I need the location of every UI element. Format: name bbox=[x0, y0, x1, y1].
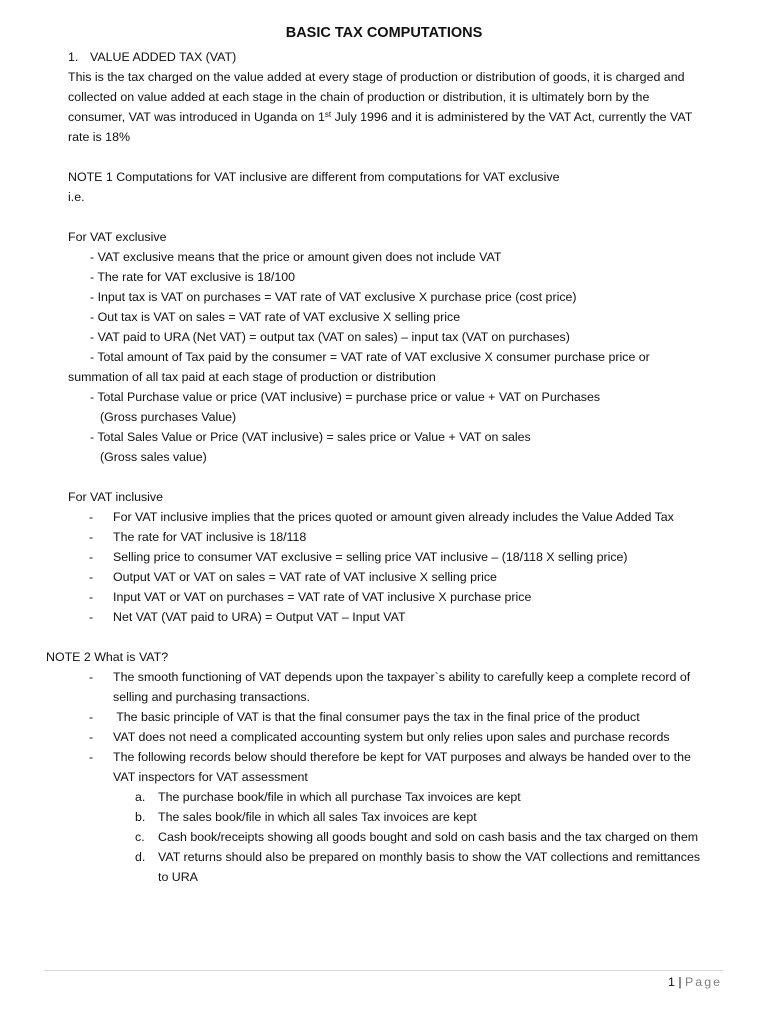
bullet-dash: - bbox=[89, 750, 94, 764]
note2-item: The basic principle of VAT is that the final consumer pays the tax in the final price of the product bbox=[113, 710, 640, 724]
page-number: 1 bbox=[668, 975, 675, 989]
exclusive-item: - Total Sales Value or Price (VAT inclusive) = sales price or Value + VAT on sales bbox=[90, 430, 531, 444]
sub-marker: a. bbox=[135, 790, 146, 804]
intro-line: collected on value added at each stage in the chain of production or distribution, it is ultimately born by the bbox=[68, 90, 650, 104]
sub-item: VAT returns should also be prepared on monthly basis to show the VAT collections and remittances bbox=[158, 850, 701, 864]
page-label: Page bbox=[685, 975, 722, 989]
sub-marker: d. bbox=[135, 850, 146, 864]
note2-item: The smooth functioning of VAT depends upon the taxpayer`s ability to carefully keep a complete record of bbox=[113, 670, 691, 684]
exclusive-heading: For VAT exclusive bbox=[68, 230, 167, 244]
exclusive-item: - Input tax is VAT on purchases = VAT rate of VAT exclusive X purchase price (cost price) bbox=[90, 290, 577, 304]
exclusive-item: - Out tax is VAT on sales = VAT rate of VAT exclusive X selling price bbox=[90, 310, 461, 324]
sub-item: The purchase book/file in which all purchase Tax invoices are kept bbox=[158, 790, 521, 804]
sub-marker: b. bbox=[135, 810, 146, 824]
bullet-dash: - bbox=[89, 510, 94, 524]
sub-item-cont: to URA bbox=[158, 870, 198, 884]
intro-line: This is the tax charged on the value added at every stage of production or distribution of goods, it is charged and bbox=[68, 70, 685, 84]
note2-item-cont: VAT inspectors for VAT assessment bbox=[113, 770, 308, 784]
bullet-dash: - bbox=[89, 570, 94, 584]
exclusive-item: - VAT exclusive means that the price or amount given does not include VAT bbox=[90, 250, 502, 264]
note2-item-cont: selling and purchasing transactions. bbox=[113, 690, 310, 704]
inclusive-item: For VAT inclusive implies that the prices quoted or amount given already includes the Value Added Tax bbox=[113, 510, 674, 524]
bullet-dash: - bbox=[89, 530, 94, 544]
note2-heading: NOTE 2 What is VAT? bbox=[46, 650, 169, 664]
bullet-dash: - bbox=[89, 710, 94, 724]
bullet-dash: - bbox=[89, 670, 94, 684]
note2-item: VAT does not need a complicated accounting system but only relies upon sales and purchase records bbox=[113, 730, 670, 744]
exclusive-item-cont: summation of all tax paid at each stage of production or distribution bbox=[68, 370, 436, 384]
inclusive-item: Output VAT or VAT on sales = VAT rate of VAT inclusive X selling price bbox=[113, 570, 497, 584]
inclusive-item: The rate for VAT inclusive is 18/118 bbox=[113, 530, 307, 544]
inclusive-item: Net VAT (VAT paid to URA) = Output VAT – Input VAT bbox=[113, 610, 406, 624]
note2-item: The following records below should therefore be kept for VAT purposes and always be handed over to the bbox=[113, 750, 691, 764]
exclusive-item: - VAT paid to URA (Net VAT) = output tax (VAT on sales) – input tax (VAT on purchases) bbox=[90, 330, 570, 344]
inclusive-heading: For VAT inclusive bbox=[68, 490, 164, 504]
intro-line: rate is 18% bbox=[68, 130, 130, 144]
inclusive-item: Selling price to consumer VAT exclusive = selling price VAT inclusive – (18/118 X selling price) bbox=[113, 550, 628, 564]
bullet-dash: - bbox=[89, 610, 94, 624]
sub-item: The sales book/file in which all sales Tax invoices are kept bbox=[158, 810, 477, 824]
inclusive-item: Input VAT or VAT on purchases = VAT rate of VAT inclusive X purchase price bbox=[113, 590, 532, 604]
intro-line: consumer, VAT was introduced in Uganda on 1st July 1996 and it is administered by the VAT Act, currently the VAT bbox=[68, 110, 693, 124]
exclusive-item: - The rate for VAT exclusive is 18/100 bbox=[90, 270, 296, 284]
superscript-st: st bbox=[324, 110, 332, 119]
exclusive-item-cont: (Gross purchases Value) bbox=[100, 410, 237, 424]
exclusive-item-cont: (Gross sales value) bbox=[100, 450, 207, 464]
exclusive-item: - Total amount of Tax paid by the consumer = VAT rate of VAT exclusive X consumer purchase price or bbox=[90, 350, 650, 364]
sub-marker: c. bbox=[135, 830, 145, 844]
section-number: 1. bbox=[68, 50, 79, 64]
document-title: BASIC TAX COMPUTATIONS bbox=[285, 25, 483, 41]
bullet-dash: - bbox=[89, 550, 94, 564]
exclusive-item: - Total Purchase value or price (VAT inclusive) = purchase price or value + VAT on Purchases bbox=[90, 390, 601, 404]
page-footer bbox=[668, 975, 722, 989]
footer-separator: | bbox=[678, 975, 682, 989]
sub-item: Cash book/receipts showing all goods bought and sold on cash basis and the tax charged on them bbox=[158, 830, 699, 844]
footer-divider bbox=[44, 970, 723, 971]
bullet-dash: - bbox=[89, 730, 94, 744]
note1-ie: i.e. bbox=[68, 190, 85, 204]
bullet-dash: - bbox=[89, 590, 94, 604]
section-heading: VALUE ADDED TAX (VAT) bbox=[90, 50, 237, 64]
note1-text: NOTE 1 Computations for VAT inclusive are different from computations for VAT exclusive bbox=[68, 170, 560, 184]
